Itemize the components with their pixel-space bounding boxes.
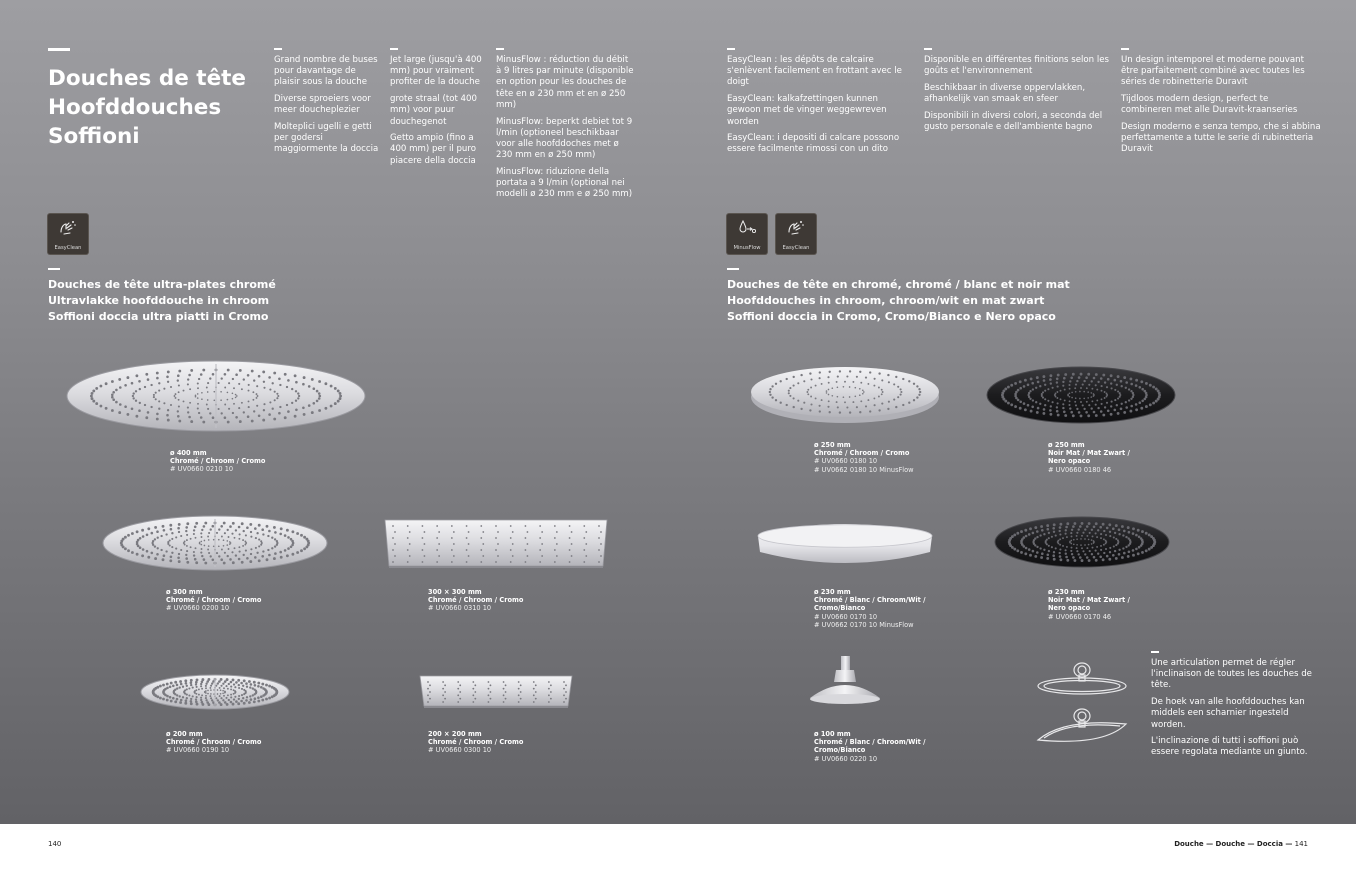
section-title-it: Soffioni doccia in Cromo, Cromo/Bianco e Nero opaco [727, 310, 1056, 323]
product-finish: Chromé / Chroom / Cromo [428, 738, 524, 747]
product-caption-black-230 [1048, 588, 1130, 621]
chrome-plate-image [66, 360, 366, 432]
feature-dash [727, 48, 735, 50]
feature-column-design [1121, 55, 1321, 161]
product-finish: Chromé / Chroom / Cromo [166, 596, 262, 605]
hand-drops-icon [58, 218, 78, 238]
feature-text-nl: MinusFlow: beperkt debiet tot 9 l/min (optioneel beschikbaar voor alle hoofddoches met ø 230 mm en ø 250 mm) [496, 116, 633, 161]
tilt-joint-icon [1034, 658, 1130, 750]
easyclean-badge [776, 214, 816, 254]
section-dash [727, 268, 739, 270]
black-dome-image [986, 366, 1176, 424]
feature-text-nl: Beschikbaar in diverse oppervlakken, afhankelijk van smaak en sfeer [924, 82, 1086, 105]
joint-note-fr: Une articulation permet de régler l'inclinaison de toutes les douches de tête. [1151, 658, 1312, 691]
shower-head-chrome-230 [757, 516, 933, 568]
page-title [48, 64, 246, 151]
joint-note-it: L'inclinazione di tutti i soffioni può essere regolata mediante un giunto. [1151, 736, 1308, 758]
page-footer-right [1174, 840, 1308, 848]
title-dash [48, 48, 70, 51]
title-line-nl: Hoofddouches [48, 95, 222, 120]
feature-text-nl: grote straal (tot 400 mm) voor puur douchegenot [390, 94, 477, 127]
product-size: ø 300 mm [166, 588, 203, 596]
shower-head-square-300 [383, 518, 609, 570]
black-dome-image [994, 516, 1170, 568]
feature-text-it: Molteplici ugelli e getti per godersi maggiormente la doccia [274, 122, 379, 155]
page-number-right: 141 [1294, 840, 1308, 848]
feature-column-finishes [924, 55, 1109, 139]
feature-text-it: EasyClean: i depositi di calcare possono essere facilmente rimossi con un dito [727, 133, 900, 155]
feature-text-it: Design moderno e senza tempo, che si abbina perfettamente a tutte le serie di rubinetteria Duravit [1121, 122, 1321, 155]
feature-dash [496, 48, 504, 50]
product-code: # UV0660 0170 46 [1048, 612, 1112, 621]
page-number-left: 140 [48, 840, 62, 848]
product-size: ø 100 mm [814, 730, 851, 738]
note-dash [1151, 651, 1159, 653]
product-finish-cont: Nero opaco [1048, 457, 1091, 466]
joint-note-nl: De hoek van alle hoofddouches kan middels een scharnier ingesteld worden. [1151, 697, 1305, 730]
water-drop-icon [737, 218, 757, 238]
shower-head-chrome-100 [806, 654, 884, 712]
section-title-nl: Hoofddouches in chroom, chroom/wit en mat zwart [727, 294, 1045, 307]
feature-column-nozzles [274, 55, 384, 161]
product-caption-round-200 [166, 730, 261, 755]
product-size: 200 × 200 mm [428, 730, 482, 738]
section-title-ultraflat [48, 277, 276, 325]
product-caption-chrome-100 [814, 730, 926, 763]
product-code-minusflow: # UV0662 0170 10 MinusFlow [814, 620, 914, 629]
product-finish: Chromé / Chroom / Cromo [166, 738, 262, 747]
product-code-minusflow: # UV0662 0180 10 MinusFlow [814, 465, 914, 474]
minusflow-badge [727, 214, 767, 254]
feature-text-fr: Grand nombre de buses pour davantage de plaisir sous la douche [274, 55, 378, 88]
hand-drops-icon [786, 218, 806, 238]
easyclean-badge [48, 214, 88, 254]
product-code: # UV0660 0310 10 [428, 604, 492, 613]
feature-dash [274, 48, 282, 50]
feature-text-fr: Disponible en différentes finitions selon les goûts et l'environnement [924, 55, 1110, 77]
product-code: # UV0660 0300 10 [428, 746, 492, 755]
shower-head-black-250 [986, 366, 1176, 424]
feature-dash [390, 48, 398, 50]
badge-label: MinusFlow [733, 245, 761, 251]
product-size: ø 400 mm [170, 449, 207, 457]
feature-column-wide-jet [390, 55, 490, 172]
shower-head-chrome-250 [750, 364, 940, 424]
feature-text-nl: EasyClean: kalkafzettingen kunnen gewoon met de vinger weggewreven worden [727, 94, 887, 127]
chrome-plate-image [140, 674, 290, 710]
joint-illustration [1034, 658, 1130, 750]
product-caption-square-300 [428, 588, 523, 613]
product-size: 300 × 300 mm [428, 588, 482, 596]
feature-text-fr: EasyClean : les dépôts de calcaire s'enlèvent facilement en frottant avec le doigt [727, 55, 902, 88]
product-finish: Chromé / Chroom / Cromo [814, 449, 910, 458]
product-size: ø 200 mm [166, 730, 203, 738]
shower-head-round-300 [102, 515, 328, 571]
title-line-fr: Douches de tête [48, 66, 247, 91]
chrome-plate-image [383, 518, 609, 570]
product-finish: Chromé / Blanc / Chroom/Wit / [814, 596, 926, 605]
product-code: # UV0660 0210 10 [170, 465, 234, 474]
shower-head-round-400 [66, 360, 366, 432]
product-size: ø 250 mm [814, 441, 851, 449]
product-caption-round-400 [170, 449, 265, 474]
chrome-plate-image [418, 674, 574, 710]
small-shower-head-image [806, 654, 884, 712]
feature-text-it: MinusFlow: riduzione della portata a 9 l/min (optional nei modelli ø 230 mm e ø 250 mm) [496, 166, 633, 200]
feature-text-nl: Diverse sproeiers voor meer doucheplezier [274, 94, 371, 116]
feature-text-nl: Tijdloos modern design, perfect te combineren met alle Duravit-kraanseries [1121, 94, 1298, 116]
feature-column-easyclean [727, 55, 912, 161]
feature-text-fr: Jet large (jusqu'à 400 mm) pour vraiment profiter de la douche [390, 55, 482, 88]
product-caption-round-300 [166, 588, 261, 613]
product-finish-cont: Cromo/Bianco [814, 604, 866, 613]
section-title-finishes [727, 277, 1070, 325]
product-finish-cont: Nero opaco [1048, 604, 1091, 613]
badge-label: EasyClean [782, 245, 810, 251]
product-finish: Chromé / Chroom / Cromo [170, 457, 266, 466]
product-code: # UV0660 0190 10 [166, 746, 230, 755]
product-finish: Noir Mat / Mat Zwart / [1048, 596, 1130, 605]
footer-section-label: Douche — Douche — Doccia — [1174, 840, 1293, 848]
shower-head-round-200 [140, 674, 290, 710]
feature-text-it: Getto ampio (fino a 400 mm) per il puro piacere della doccia [390, 133, 476, 166]
product-finish: Chromé / Blanc / Chroom/Wit / [814, 738, 926, 747]
feature-text-fr: MinusFlow : réduction du débit à 9 litres par minute (disponible en option pour les douches de tête en ø 230 mm et en ø 250 mm) [496, 55, 634, 110]
product-caption-chrome-250 [814, 441, 914, 474]
chrome-white-disc-image [757, 516, 933, 568]
product-finish-cont: Cromo/Bianco [814, 746, 866, 755]
section-title-fr: Douches de tête ultra-plates chromé [48, 278, 276, 291]
feature-dash [1121, 48, 1129, 50]
feature-text-fr: Un design intemporel et moderne pouvant être parfaitement combiné avec toutes les séries de robinetterie Duravit [1121, 55, 1305, 88]
shower-head-square-200 [418, 674, 574, 710]
section-title-fr: Douches de tête en chromé, chromé / blanc et noir mat [727, 278, 1070, 291]
product-finish: Chromé / Chroom / Cromo [428, 596, 524, 605]
feature-dash [924, 48, 932, 50]
feature-text-it: Disponibili in diversi colori, a seconda del gusto personale e dell'ambiente bagno [924, 110, 1103, 133]
section-title-it: Soffioni doccia ultra piatti in Cromo [48, 310, 269, 323]
product-caption-black-250 [1048, 441, 1130, 474]
product-caption-chrome-230 [814, 588, 926, 629]
product-size: ø 230 mm [1048, 588, 1085, 596]
product-finish: Noir Mat / Mat Zwart / [1048, 449, 1130, 458]
product-code: # UV0660 0220 10 [814, 754, 878, 763]
product-code: # UV0660 0200 10 [166, 604, 230, 613]
chrome-plate-image [102, 515, 328, 571]
product-code: # UV0660 0180 46 [1048, 465, 1112, 474]
product-size: ø 230 mm [814, 588, 851, 596]
section-title-nl: Ultravlakke hoofddouche in chroom [48, 294, 270, 307]
feature-column-minusflow [496, 55, 634, 206]
shower-head-black-230 [994, 516, 1170, 568]
product-caption-square-200 [428, 730, 523, 755]
badge-label: EasyClean [54, 245, 82, 251]
title-line-it: Soffioni [48, 124, 140, 149]
product-code: # UV0660 0170 10 [814, 612, 878, 621]
product-size: ø 250 mm [1048, 441, 1085, 449]
chrome-dome-image [750, 364, 940, 424]
joint-note [1151, 658, 1321, 764]
section-dash [48, 268, 60, 270]
product-code: # UV0660 0180 10 [814, 457, 878, 466]
